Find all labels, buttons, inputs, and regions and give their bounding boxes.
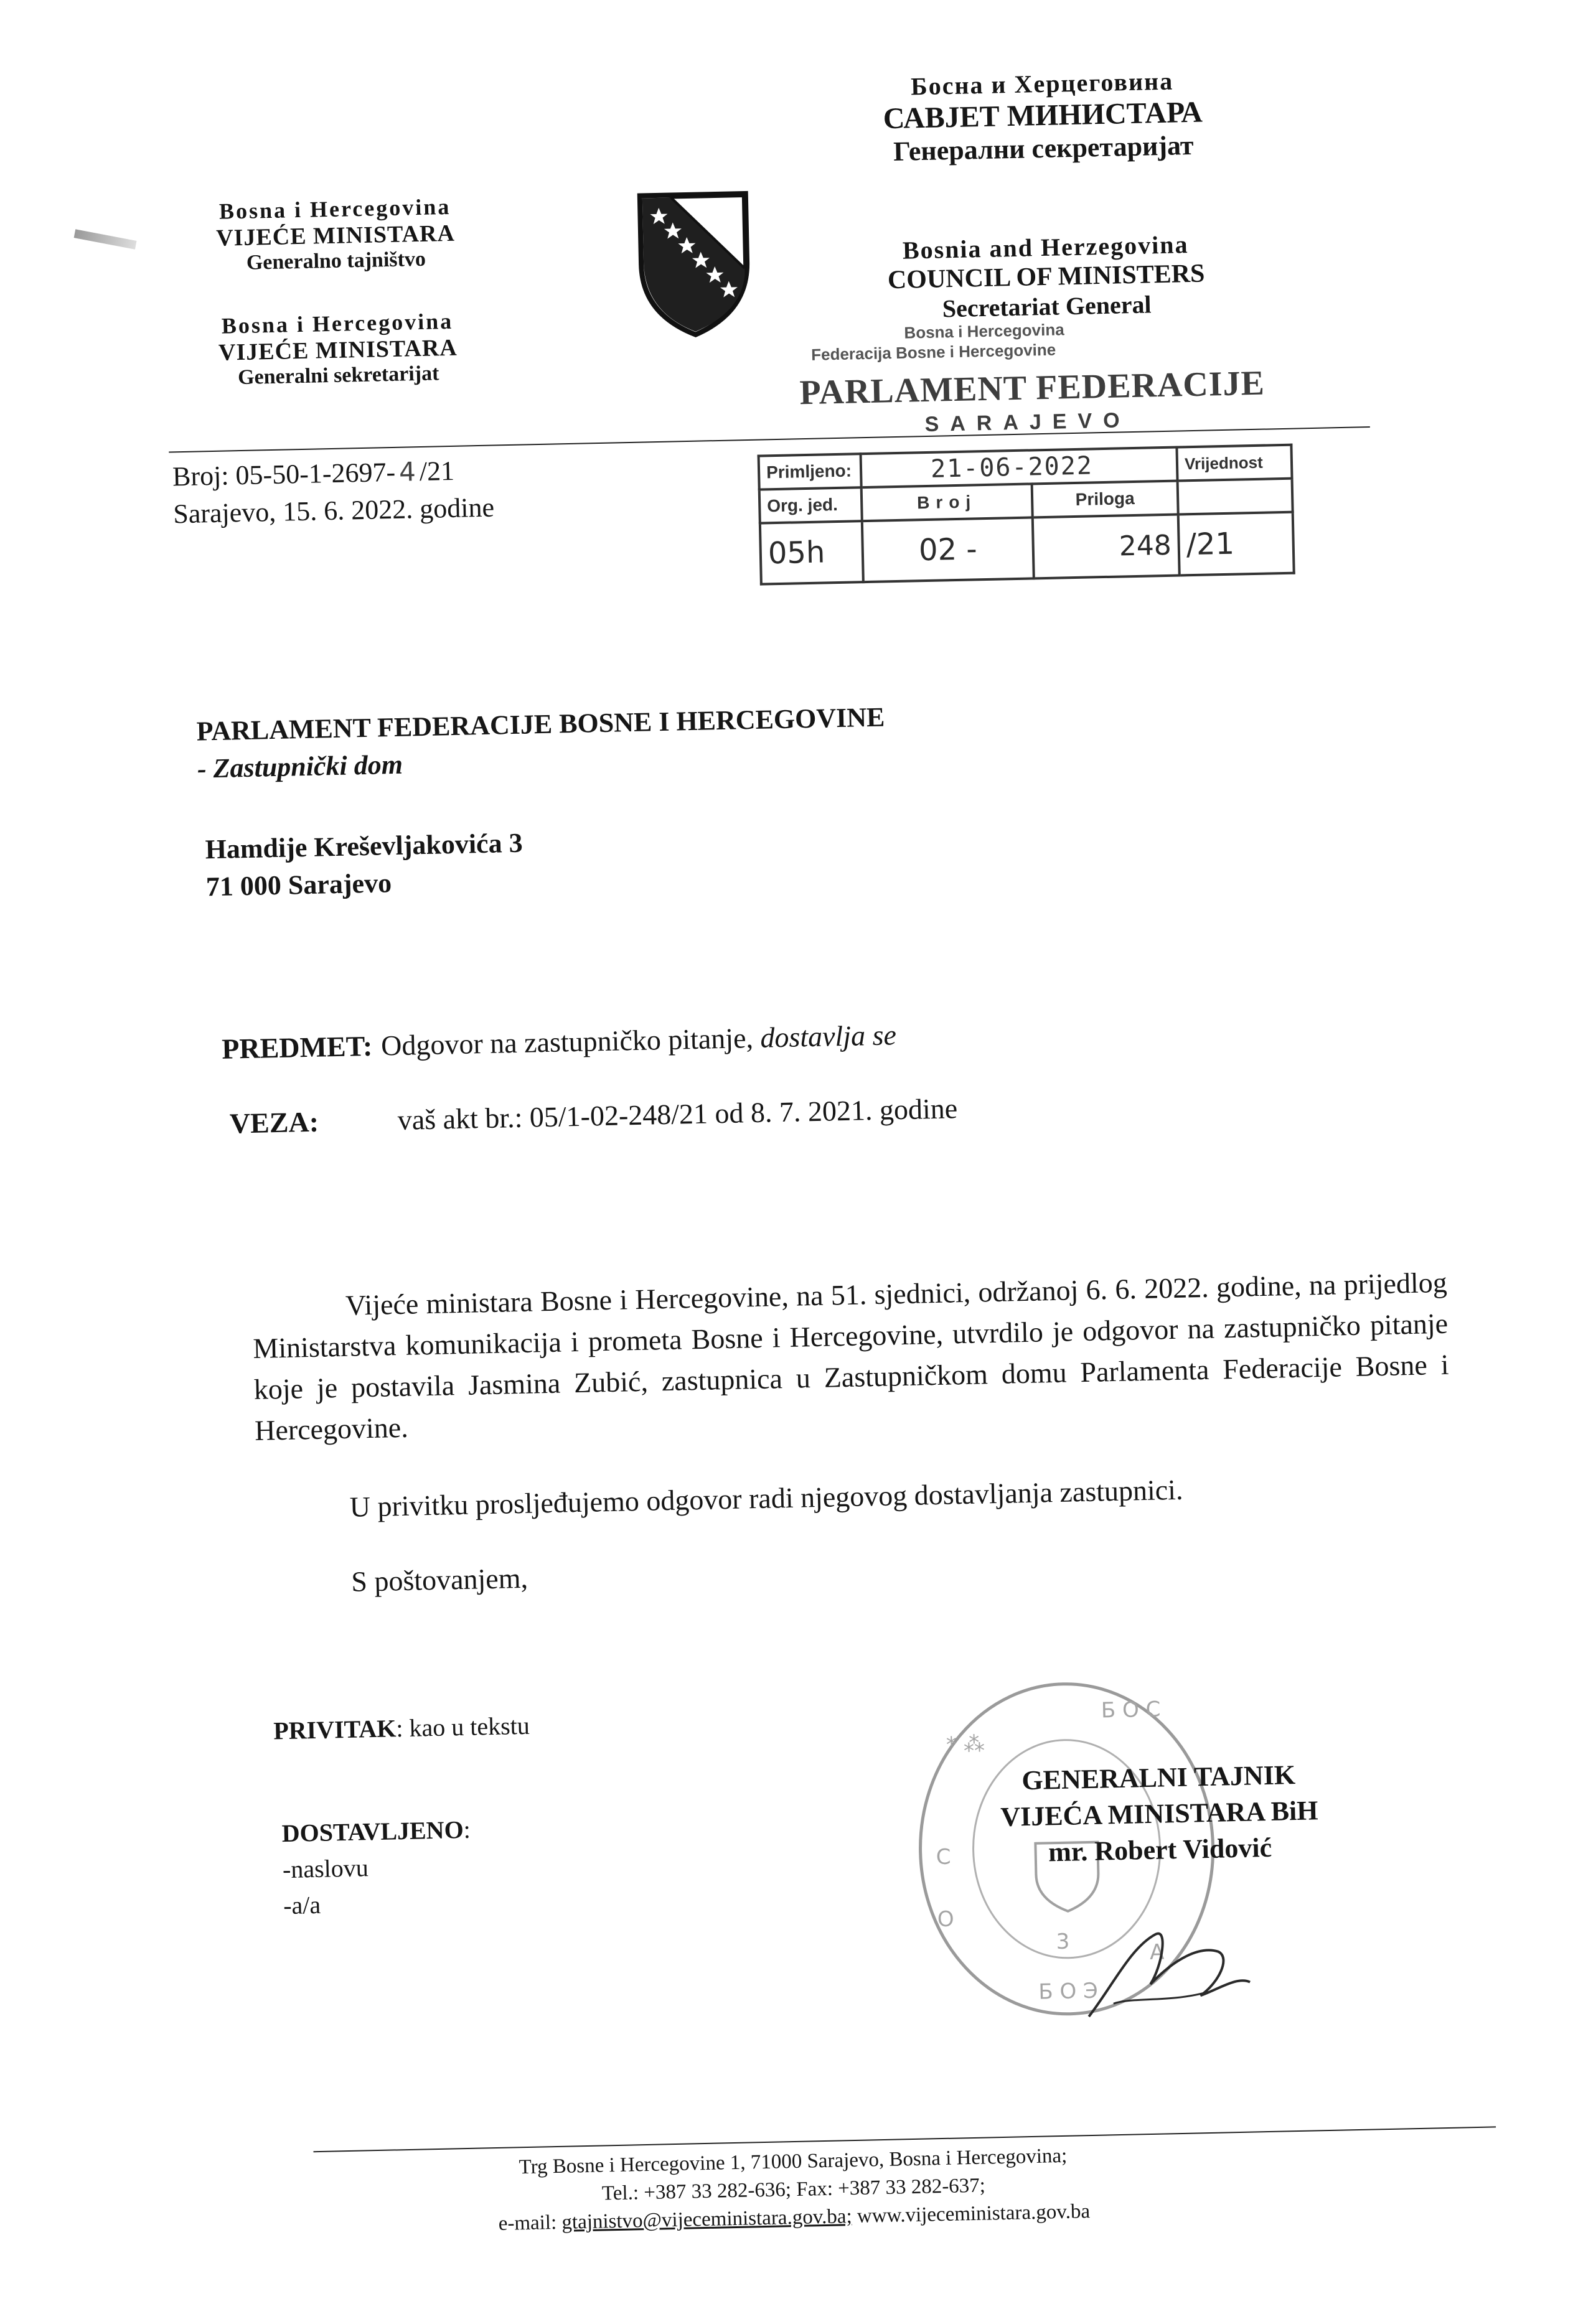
stamp-priloga-label: Priloga [1032,481,1178,518]
privitak-text: : kao u tekstu [395,1711,530,1743]
header-right-en-line2: COUNCIL OF MINISTERS [887,259,1205,295]
stamp-top-line2: Federacija Bosne i Hercegovine [810,340,1056,364]
reference-broj-end: /21 [419,455,455,487]
footer-line1: Trg Bosne i Hercegovine 1, 71000 Sarajevo, Bosna i Hercegovina; [519,2144,1068,2179]
header-left-line5: VIJEĆE MINISTARA [218,334,458,366]
received-stamp [754,313,1295,586]
footer-web: www.vijeceministara.gov.ba [852,2200,1091,2228]
dostavljeno-label: DOSTAVLJENO [281,1816,464,1848]
veza-text: vaš akt br.: 05/1-02-248/21 od 8. 7. 2021. godine [397,1092,958,1136]
header-right-cyr-line2: САВЈЕТ МИНИСТАРА [883,95,1203,136]
stamp-table [758,444,1295,586]
reference-broj: Broj: 05-50-1-2697- [172,456,396,492]
stamp-empty-cell [1178,479,1293,515]
signature-line1: GENERALNI TAJNIK [1021,1759,1296,1796]
stamp-broj-label: Broj [862,484,1033,521]
signature-line2: VIJEĆA MINISTARA BiH [1000,1795,1318,1832]
svg-text:Б О С: Б О С [1101,1697,1161,1723]
veza-label: VEZA: [229,1105,319,1140]
subject-label: PREDMET: [221,1029,373,1065]
stamp-vrijednost-value: /21 [1178,512,1294,576]
footer-email-link[interactable]: gtajnistvo@vijeceministara.gov.ba; [561,2205,853,2234]
header-right-cyr-line1: Босна и Херцеговина [910,67,1174,101]
svg-text:* ⁂: * ⁂ [946,1731,985,1758]
recipient-name: PARLAMENT FEDERACIJE BOSNE I HERCEGOVINE [196,701,885,747]
subject-text: Odgovor na zastupničko pitanje, [380,1021,761,1062]
dostavljeno-item-1: -naslovu [282,1853,369,1884]
signature-block [965,1756,1354,1872]
recipient-city: 71 000 Sarajevo [205,868,392,902]
stamp-vrijednost-label: Vrijednost [1176,445,1292,481]
header-left-line6: Generalni sekretarijat [237,362,439,390]
stamp-city: SARAJEVO [924,408,1131,437]
recipient-sub: - Zastupnički dom [197,749,403,784]
scan-mark [74,229,137,249]
header-left [167,192,507,391]
subject-text-italic: dostavlja se [759,1019,897,1054]
body-paragraph-2: U privitku prosljeđujemo odgovor radi njegovog dostavljanja zastupnici. [349,1473,1183,1523]
stamp-top-line1: Bosna i Hercegovina [904,320,1064,342]
svg-text:3: 3 [1056,1929,1070,1955]
body-paragraph-1: Vijeće ministara Bosne i Hercegovine, na 51. sjednici, održanoj 6. 6. 2022. godine, na prijedlog Ministarstva komunikacija i prometa Bosne i Hercegovine, utvrdilo je odgovor na zastupničko pitanje koje je postavila Jasmina Zubić, zastupnica u Zastupničkom domu Parlamenta Federacije Bosne i Hercegovine. [252,1266,1449,1446]
svg-text:О: О [937,1906,955,1933]
handwritten-signature-icon [1074,1907,1264,2038]
stamp-org-value: 05h [760,521,863,584]
header-right-cyr-line3: Генерални секретаријат [893,129,1194,167]
header-right-en-line3: Secretariat General [942,290,1152,323]
reference-date: Sarajevo, 15. 6. 2022. godine [172,492,495,530]
stamp-primljeno-label: Primljeno: [759,454,862,489]
header-right-en-line1: Bosnia and Herzegovina [902,230,1189,265]
header-left-line2: VIJEĆE MINISTARA [215,220,456,251]
footer-email-label: e-mail: [498,2211,562,2235]
svg-text:Б О Э: Б О Э [1038,1978,1099,2005]
subject-line [222,1018,897,1066]
dostavljeno-block: DOSTAVLJENO: -naslovu -a/a [281,1812,472,1924]
header-left-line1: Bosna i Hercegovina [218,194,451,224]
header-left-line4: Bosna i Hercegovina [221,308,454,339]
reference-number [172,455,455,492]
dostavljeno-item-2: -a/a [283,1890,321,1920]
footer-line2: Tel.: +387 33 282-636; Fax: +387 33 282-637; [601,2174,986,2205]
stamp-title: PARLAMENT FEDERACIJE [799,363,1265,413]
svg-text:А: А [1149,1939,1165,1965]
header-left-line3: Generalno tajništvo [246,247,426,274]
privitak-label: PRIVITAK [273,1714,397,1745]
reference-broj-handwritten: 4 [398,456,416,487]
stamp-primljeno-value: 21-06-2022 [861,447,1178,488]
svg-text:С: С [936,1844,951,1870]
veza-line [229,1092,957,1140]
recipient-street: Hamdije Kreševljakovića 3 [205,827,524,865]
stamp-org-label: Org. jed. [759,487,862,523]
body-paragraph-3: S poštovanjem, [350,1562,528,1598]
stamp-broj-value: 02 - [862,517,1034,582]
coat-of-arms-icon [634,187,755,342]
stamp-priloga-value: 248 [1033,515,1180,579]
signature-line3: mr. Robert Vidović [1048,1832,1272,1868]
privitak-line [273,1711,530,1746]
header-right [868,65,1221,325]
